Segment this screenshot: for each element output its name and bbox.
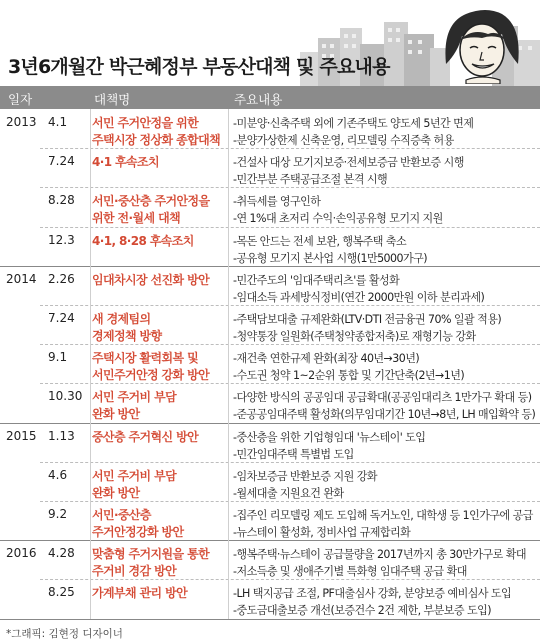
policy-name-line: 새 경제팀의 bbox=[92, 312, 151, 326]
row-divider bbox=[0, 540, 540, 541]
policy-name-cell bbox=[92, 429, 224, 446]
column-divider bbox=[228, 227, 229, 266]
date-cell: 9.1 bbox=[48, 350, 68, 365]
contents-cell bbox=[233, 468, 539, 502]
policy-name-line: 경제정책 방향 bbox=[92, 329, 162, 343]
row-divider bbox=[0, 266, 540, 267]
policy-name-line: 4·1 후속조치 bbox=[92, 155, 160, 170]
column-divider bbox=[228, 462, 229, 501]
policy-name-line: 가계부채 관리 방안 bbox=[92, 586, 188, 601]
policy-name-cell bbox=[92, 233, 224, 250]
policy-name-cell bbox=[92, 585, 224, 602]
policy-name-line: 임대차시장 선진화 방안 bbox=[92, 272, 210, 287]
contents-cell bbox=[233, 546, 539, 580]
header-policy: 대책명 bbox=[94, 92, 131, 107]
policy-name-line: 4·1, 8·28 후속조치 bbox=[92, 233, 194, 248]
column-divider bbox=[90, 109, 91, 148]
row-divider bbox=[40, 305, 540, 307]
column-divider bbox=[90, 148, 91, 187]
policy-name-line: 주거비 경감 방안 bbox=[92, 564, 177, 579]
policy-name-line: 서민주거안정 강화 방안 bbox=[92, 368, 210, 383]
column-divider bbox=[228, 579, 229, 618]
table-row bbox=[0, 109, 540, 148]
policy-name-line: 완화 방안 bbox=[92, 407, 140, 422]
graphic-credit: *그래픽: 김현정 디자이너 bbox=[6, 628, 123, 640]
contents-line: -중도금대출보증 개선(보증건수 2건 제한, 부분보증 도입) bbox=[233, 604, 491, 618]
date-cell: 8.25 bbox=[48, 585, 75, 600]
contents-line: -주택담보대출 규제완화(LTV·DTI 전금융권 70% 일괄 적용) bbox=[233, 313, 502, 326]
table-row bbox=[0, 344, 540, 383]
contents-line: -뉴스테이 활성화, 정비사업 규제합리화 bbox=[233, 526, 411, 539]
contents-line: -민간부분 주택공급조절 본격 시행 bbox=[233, 173, 388, 187]
policy-name-cell bbox=[92, 350, 224, 384]
column-divider bbox=[90, 579, 91, 618]
date-cell: 12.3 bbox=[48, 232, 75, 247]
date-cell: 9.2 bbox=[48, 507, 68, 521]
contents-cell bbox=[233, 350, 539, 384]
column-divider bbox=[90, 423, 91, 462]
column-divider bbox=[228, 501, 229, 540]
column-divider bbox=[228, 423, 229, 462]
year-cell: 2016 bbox=[6, 546, 37, 561]
contents-cell bbox=[233, 389, 539, 423]
contents-line: -취득세를 영구인하 bbox=[233, 195, 321, 209]
policy-name-cell bbox=[92, 546, 224, 580]
contents-line: -행복주택·뉴스테이 공급물량을 2017년까지 총 30만가구로 확대 bbox=[233, 548, 527, 562]
policy-name-line: 서민·중산층 bbox=[92, 508, 151, 522]
table-row bbox=[0, 383, 540, 422]
contents-line: -중산층을 위한 기업형임대 '뉴스테이' 도입 bbox=[233, 430, 426, 444]
date-cell: 10.30 bbox=[48, 389, 83, 404]
contents-cell bbox=[233, 507, 539, 541]
policy-name-line: 맞춤형 주거지원을 통한 bbox=[92, 547, 210, 562]
policy-name-line: 서민 주거안정을 위한 bbox=[92, 116, 199, 130]
row-divider bbox=[40, 227, 540, 229]
year-cell: 2015 bbox=[6, 428, 37, 443]
column-divider bbox=[90, 187, 91, 226]
row-divider bbox=[40, 462, 540, 464]
contents-line: -분양가상한제 신축운영, 리모델링 수직증축 허용 bbox=[233, 134, 454, 147]
date-cell: 7.24 bbox=[48, 311, 75, 325]
column-divider bbox=[228, 383, 229, 422]
policy-name-line: 주택시장 정상화 종합대책 bbox=[92, 133, 221, 147]
contents-line: -건설사 대상 모기지보증·전세보증금 반환보증 시행 bbox=[233, 156, 464, 170]
table-row bbox=[0, 187, 540, 226]
contents-cell bbox=[233, 272, 539, 306]
table-row bbox=[0, 305, 540, 344]
date-cell: 8.28 bbox=[48, 193, 75, 208]
policy-name-line: 서민 주거비 부담 bbox=[92, 390, 177, 405]
table-row bbox=[0, 423, 540, 462]
contents-cell bbox=[233, 193, 539, 227]
column-divider bbox=[90, 266, 91, 305]
row-divider bbox=[40, 579, 540, 581]
table-row bbox=[0, 501, 540, 540]
contents-line: -임대소득 과세방식정비(연간 2000만원 이하 분리과세) bbox=[233, 290, 485, 304]
column-divider bbox=[228, 266, 229, 305]
contents-cell bbox=[233, 311, 539, 345]
row-divider bbox=[0, 423, 540, 424]
contents-line: -LH 택지공급 조절, PF대출심사 강화, 분양보증 예비심사 도입 bbox=[233, 587, 512, 601]
policy-name-cell bbox=[92, 389, 224, 423]
page-title: 3년6개월간 박근혜정부 부동산대책 및 주요내용 bbox=[8, 56, 390, 78]
contents-line: -목돈 안드는 전세 보완, 행복주택 축소 bbox=[233, 234, 407, 248]
contents-line: -청약통장 일원화(주택청약종합저축)로 재형기능 강화 bbox=[233, 330, 476, 343]
column-divider bbox=[90, 305, 91, 344]
column-divider bbox=[90, 383, 91, 422]
table-row bbox=[0, 540, 540, 579]
column-divider bbox=[228, 109, 229, 148]
contents-line: -수도권 청약 1~2순위 통합 및 기간단축(2년→1년) bbox=[233, 369, 465, 383]
column-divider bbox=[228, 187, 229, 226]
policy-name-cell bbox=[92, 115, 224, 149]
date-cell: 4.6 bbox=[48, 467, 68, 482]
contents-line: -저소득층 및 생애주기별 특화형 임대주택 공급 확대 bbox=[233, 565, 467, 579]
policy-name-cell bbox=[92, 311, 224, 345]
table-row bbox=[0, 266, 540, 305]
policy-name-line: 완화 방안 bbox=[92, 485, 140, 500]
policy-name-cell bbox=[92, 507, 224, 541]
row-divider bbox=[40, 383, 540, 385]
date-cell: 1.13 bbox=[48, 428, 75, 443]
policy-name-line: 서민·중산층 주거안정을 bbox=[92, 194, 210, 209]
contents-cell bbox=[233, 585, 539, 619]
column-divider bbox=[90, 462, 91, 501]
contents-line: -민간임대주택 특별법 도입 bbox=[233, 447, 354, 461]
table-bottom-divider bbox=[0, 619, 540, 620]
contents-line: -집주인 리모델링 제도 도입해 독거노인, 대학생 등 1인가구에 공급 bbox=[233, 509, 533, 522]
date-cell: 4.1 bbox=[48, 115, 68, 129]
row-divider bbox=[40, 187, 540, 189]
header-year: 일자 bbox=[8, 92, 33, 107]
column-divider bbox=[90, 501, 91, 540]
policy-name-cell bbox=[92, 272, 224, 289]
contents-line: -월세대출 지원요건 완화 bbox=[233, 486, 344, 500]
contents-line: -임차보증금 반환보증 지원 강화 bbox=[233, 469, 377, 483]
date-cell: 4.28 bbox=[48, 546, 75, 561]
contents-line: -연 1%대 초저리 수익·손익공유형 모기지 지원 bbox=[233, 212, 443, 226]
table-header bbox=[0, 86, 540, 109]
column-divider bbox=[228, 148, 229, 187]
contents-cell bbox=[233, 115, 539, 149]
row-divider bbox=[40, 148, 540, 150]
table-row bbox=[0, 227, 540, 266]
policy-name-line: 위한 전·월세 대책 bbox=[92, 211, 181, 226]
contents-line: -다양한 방식의 공공임대 공급확대(공공임대리츠 1만가구 확대 등) bbox=[233, 391, 532, 405]
contents-line: -준공공임대주택 활성화(의무임대기간 10년→8년, LH 매입확약 등) bbox=[233, 408, 536, 422]
contents-cell bbox=[233, 154, 539, 188]
policy-name-line: 중산층 주거혁신 방안 bbox=[92, 429, 199, 444]
policy-name-line: 서민 주거비 부담 bbox=[92, 468, 177, 483]
contents-line: -재건축 연한규제 완화(최장 40년→30년) bbox=[233, 352, 420, 366]
contents-cell bbox=[233, 233, 539, 267]
column-divider bbox=[228, 305, 229, 344]
year-cell: 2014 bbox=[6, 271, 37, 286]
row-divider bbox=[40, 501, 540, 503]
portrait-caricature bbox=[436, 4, 528, 84]
year-cell: 2013 bbox=[6, 115, 37, 129]
date-cell: 7.24 bbox=[48, 154, 75, 169]
policy-name-cell bbox=[92, 193, 224, 227]
row-divider bbox=[40, 344, 540, 346]
policy-name-cell bbox=[92, 468, 224, 502]
contents-line: -공유형 모기지 본사업 시행(1만5000가구) bbox=[233, 251, 428, 265]
policy-name-line: 주택시장 활력회복 및 bbox=[92, 351, 199, 366]
column-divider bbox=[90, 540, 91, 579]
table-row bbox=[0, 579, 540, 618]
policy-name-line: 주거안정강화 방안 bbox=[92, 525, 184, 539]
policy-name-cell bbox=[92, 154, 224, 171]
column-divider bbox=[228, 540, 229, 579]
contents-line: -민간주도의 '임대주택리츠'를 활성화 bbox=[233, 273, 400, 287]
column-divider bbox=[90, 344, 91, 383]
date-cell: 2.26 bbox=[48, 271, 75, 286]
column-divider bbox=[90, 227, 91, 266]
header-contents: 주요내용 bbox=[234, 92, 283, 107]
contents-cell bbox=[233, 429, 539, 463]
table-row bbox=[0, 462, 540, 501]
column-divider bbox=[228, 344, 229, 383]
table-row bbox=[0, 148, 540, 187]
title-area bbox=[0, 0, 540, 88]
contents-line: -미분양·신축주택 외에 기존주택도 양도세 5년간 면제 bbox=[233, 117, 474, 130]
